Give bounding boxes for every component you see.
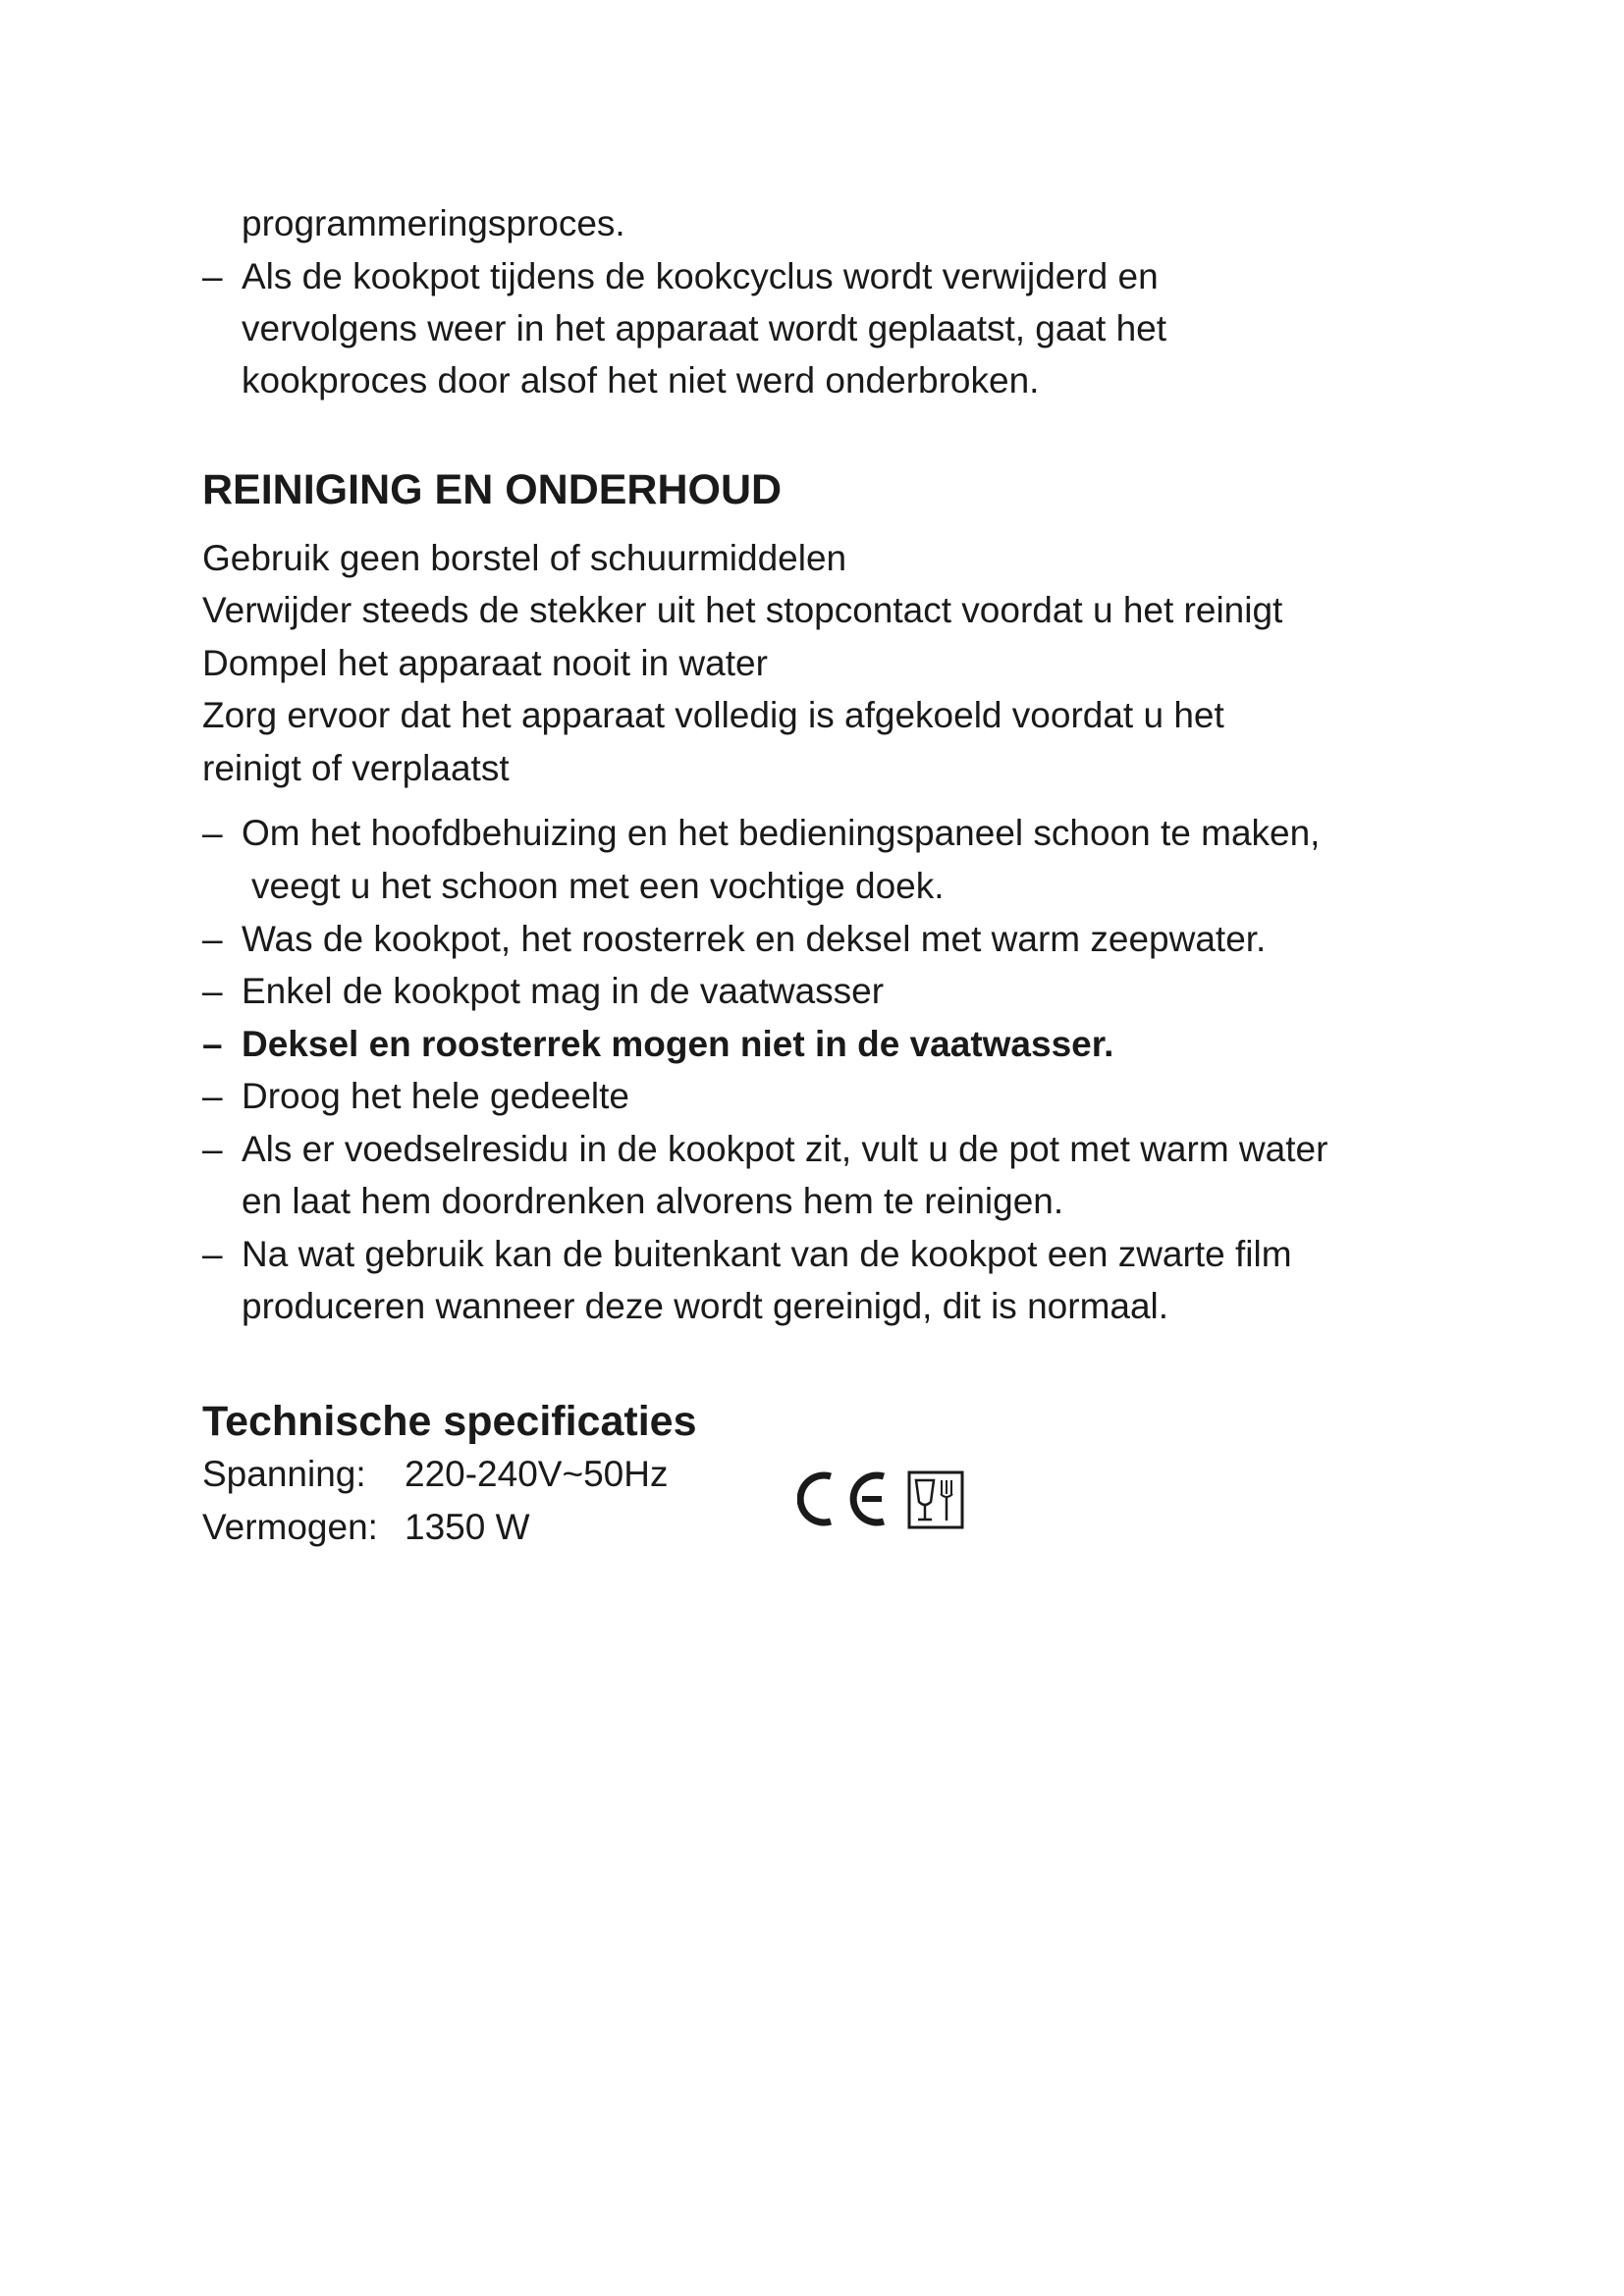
cleaning-text: Zorg ervoor dat het apparaat volledig is afgekoeld voordat u het xyxy=(202,695,1224,735)
spec-value: 1350 W xyxy=(405,1507,530,1547)
bullet-dash: – xyxy=(202,1129,223,1169)
bullet-line-warning: Deksel en roosterrek mogen niet in de vaatwasser. xyxy=(242,1024,1114,1064)
bullet-line: Na wat gebruik kan de buitenkant van de kookpot een zwarte film xyxy=(242,1234,1292,1274)
cleaning-text: Verwijder steeds de stekker uit het stopcontact voordat u het reinigt xyxy=(202,590,1283,630)
cleaning-text: Dompel het apparaat nooit in water xyxy=(202,643,768,683)
bullet-line: Was de kookpot, het roosterrek en deksel met warm zeepwater. xyxy=(242,919,1267,959)
continuation-text: programmeringsproces. xyxy=(242,203,625,243)
bullet-dash: – xyxy=(202,256,223,296)
bullet-line: Droog het hele gedeelte xyxy=(242,1076,629,1116)
bullet-line: Als de kookpot tijdens de kookcyclus wordt verwijderd en xyxy=(242,256,1159,296)
bullet-line: veegt u het schoon met een vochtige doek. xyxy=(251,866,945,906)
bullet-dash: – xyxy=(202,919,223,959)
spec-label: Spanning: xyxy=(202,1454,366,1494)
food-contact-icon xyxy=(909,1472,962,1527)
bullet-line: vervolgens weer in het apparaat wordt geplaatst, gaat het xyxy=(242,308,1167,348)
bullet-dash: – xyxy=(202,1024,223,1064)
cleaning-heading: REINIGING EN ONDERHOUD xyxy=(202,466,783,513)
compliance-marks xyxy=(797,1465,970,1533)
cleaning-text: Gebruik geen borstel of schuurmiddelen xyxy=(202,538,847,578)
bullet-line: Enkel de kookpot mag in de vaatwasser xyxy=(242,971,885,1011)
bullet-dash: – xyxy=(202,813,223,853)
specs-heading: Technische specificaties xyxy=(202,1398,697,1445)
bullet-line: kookproces door alsof het niet werd onderbroken. xyxy=(242,360,1040,400)
ce-mark-icon xyxy=(797,1465,970,1533)
bullet-line: Als er voedselresidu in de kookpot zit, vult u de pot met warm water xyxy=(242,1129,1328,1169)
bullet-line: Om het hoofdbehuizing en het bedieningspaneel schoon te maken, xyxy=(242,813,1321,853)
cleaning-text: reinigt of verplaatst xyxy=(202,748,510,788)
bullet-line: en laat hem doordrenken alvorens hem te reinigen. xyxy=(242,1181,1064,1221)
bullet-dash: – xyxy=(202,971,223,1011)
bullet-dash: – xyxy=(202,1076,223,1116)
bullet-dash: – xyxy=(202,1234,223,1274)
bullet-line: produceren wanneer deze wordt gereinigd, dit is normaal. xyxy=(242,1286,1169,1326)
spec-label: Vermogen: xyxy=(202,1507,378,1547)
spec-value: 220-240V~50Hz xyxy=(405,1454,669,1494)
